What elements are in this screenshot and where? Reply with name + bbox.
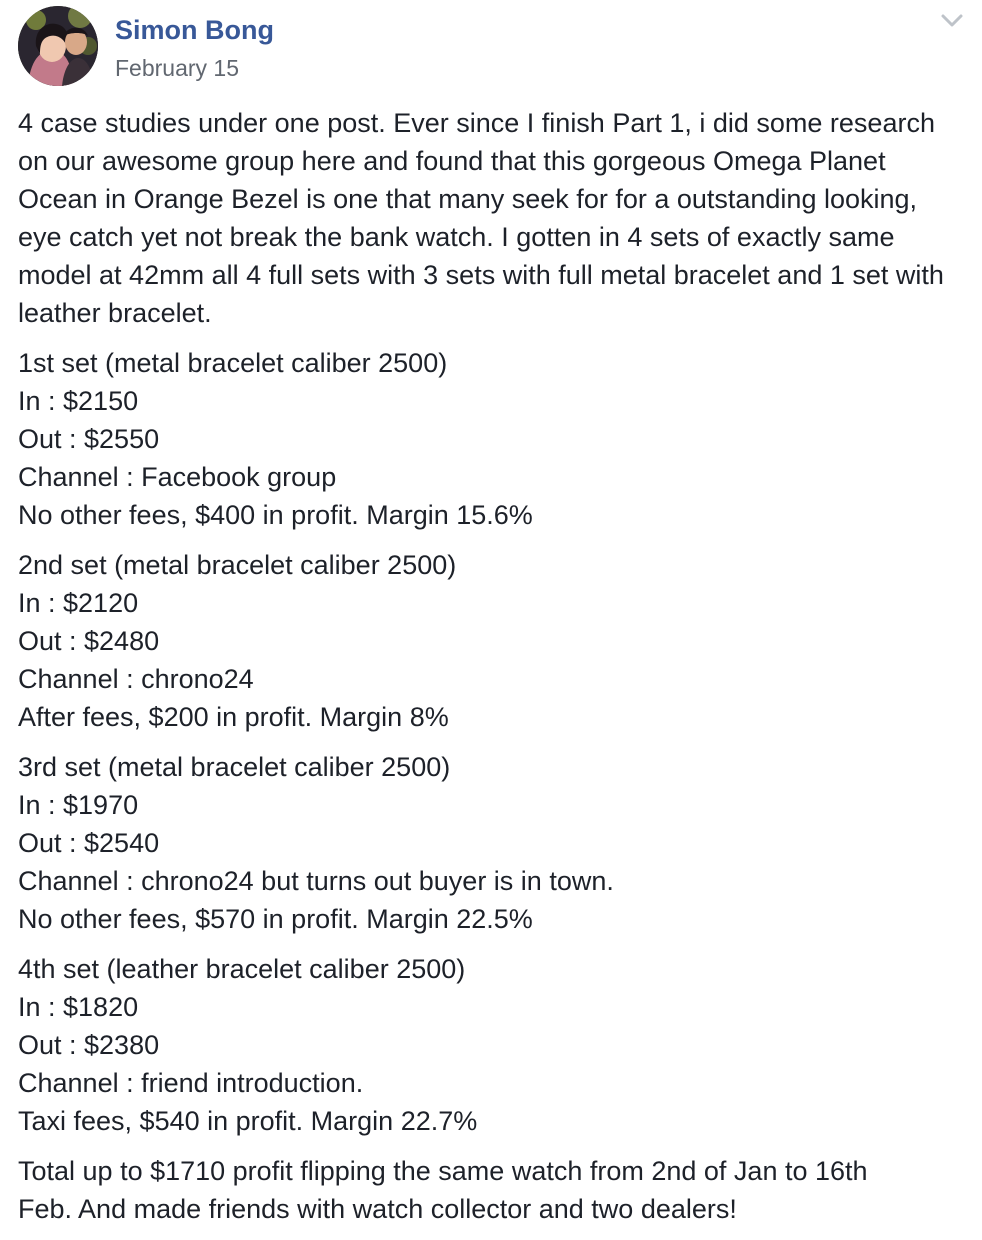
set-channel: Channel : chrono24	[18, 664, 254, 694]
avatar-photo	[18, 6, 98, 86]
set-out: Out : $2540	[18, 828, 160, 858]
post-content	[18, 104, 968, 1240]
case-study-4	[18, 950, 968, 1140]
case-study-1	[18, 344, 968, 534]
author-name[interactable]: Simon Bong	[115, 15, 274, 45]
case-study-2	[18, 546, 968, 736]
post-timestamp[interactable]: February 15	[115, 55, 240, 81]
set-out: Out : $2550	[18, 424, 160, 454]
set-in: In : $1820	[18, 992, 139, 1022]
set-result: No other fees, $400 in profit. Margin 15.6%	[18, 500, 533, 530]
summary-line: Feb. And made friends with watch collector and two dealers!	[18, 1194, 737, 1224]
set-title: 4th set (leather bracelet caliber 2500)	[18, 954, 466, 984]
post-intro: 4 case studies under one post. Ever since I finish Part 1, i did some research on our awesome group here and found that this gorgeous Omega Planet Ocean in Orange Bezel is one that many seek for for a outstanding looking, eye catch yet not break the bank watch. I gotten in 4 sets of exactly same model at 42mm all 4 full sets with 3 sets with full metal bracelet and 1 set with leather bracelet.	[18, 108, 944, 328]
set-title: 2nd set (metal bracelet caliber 2500)	[18, 550, 457, 580]
set-channel: Channel : friend introduction.	[18, 1068, 364, 1098]
set-channel: Channel : Facebook group	[18, 462, 337, 492]
summary-line: Total up to $1710 profit flipping the same watch from 2nd of Jan to 16th	[18, 1156, 868, 1186]
set-result: After fees, $200 in profit. Margin 8%	[18, 702, 449, 732]
post-menu-button[interactable]	[938, 8, 966, 32]
post-summary	[18, 1152, 968, 1228]
set-result: No other fees, $570 in profit. Margin 22.5%	[18, 904, 533, 934]
chevron-down-icon	[938, 8, 966, 32]
set-in: In : $2120	[18, 588, 139, 618]
case-study-3	[18, 748, 968, 938]
avatar[interactable]	[18, 6, 98, 86]
set-title: 1st set (metal bracelet caliber 2500)	[18, 348, 448, 378]
set-out: Out : $2480	[18, 626, 160, 656]
set-in: In : $2150	[18, 386, 139, 416]
set-out: Out : $2380	[18, 1030, 160, 1060]
set-title: 3rd set (metal bracelet caliber 2500)	[18, 752, 451, 782]
set-channel: Channel : chrono24 but turns out buyer is in town.	[18, 866, 614, 896]
set-in: In : $1970	[18, 790, 139, 820]
set-result: Taxi fees, $540 in profit. Margin 22.7%	[18, 1106, 478, 1136]
